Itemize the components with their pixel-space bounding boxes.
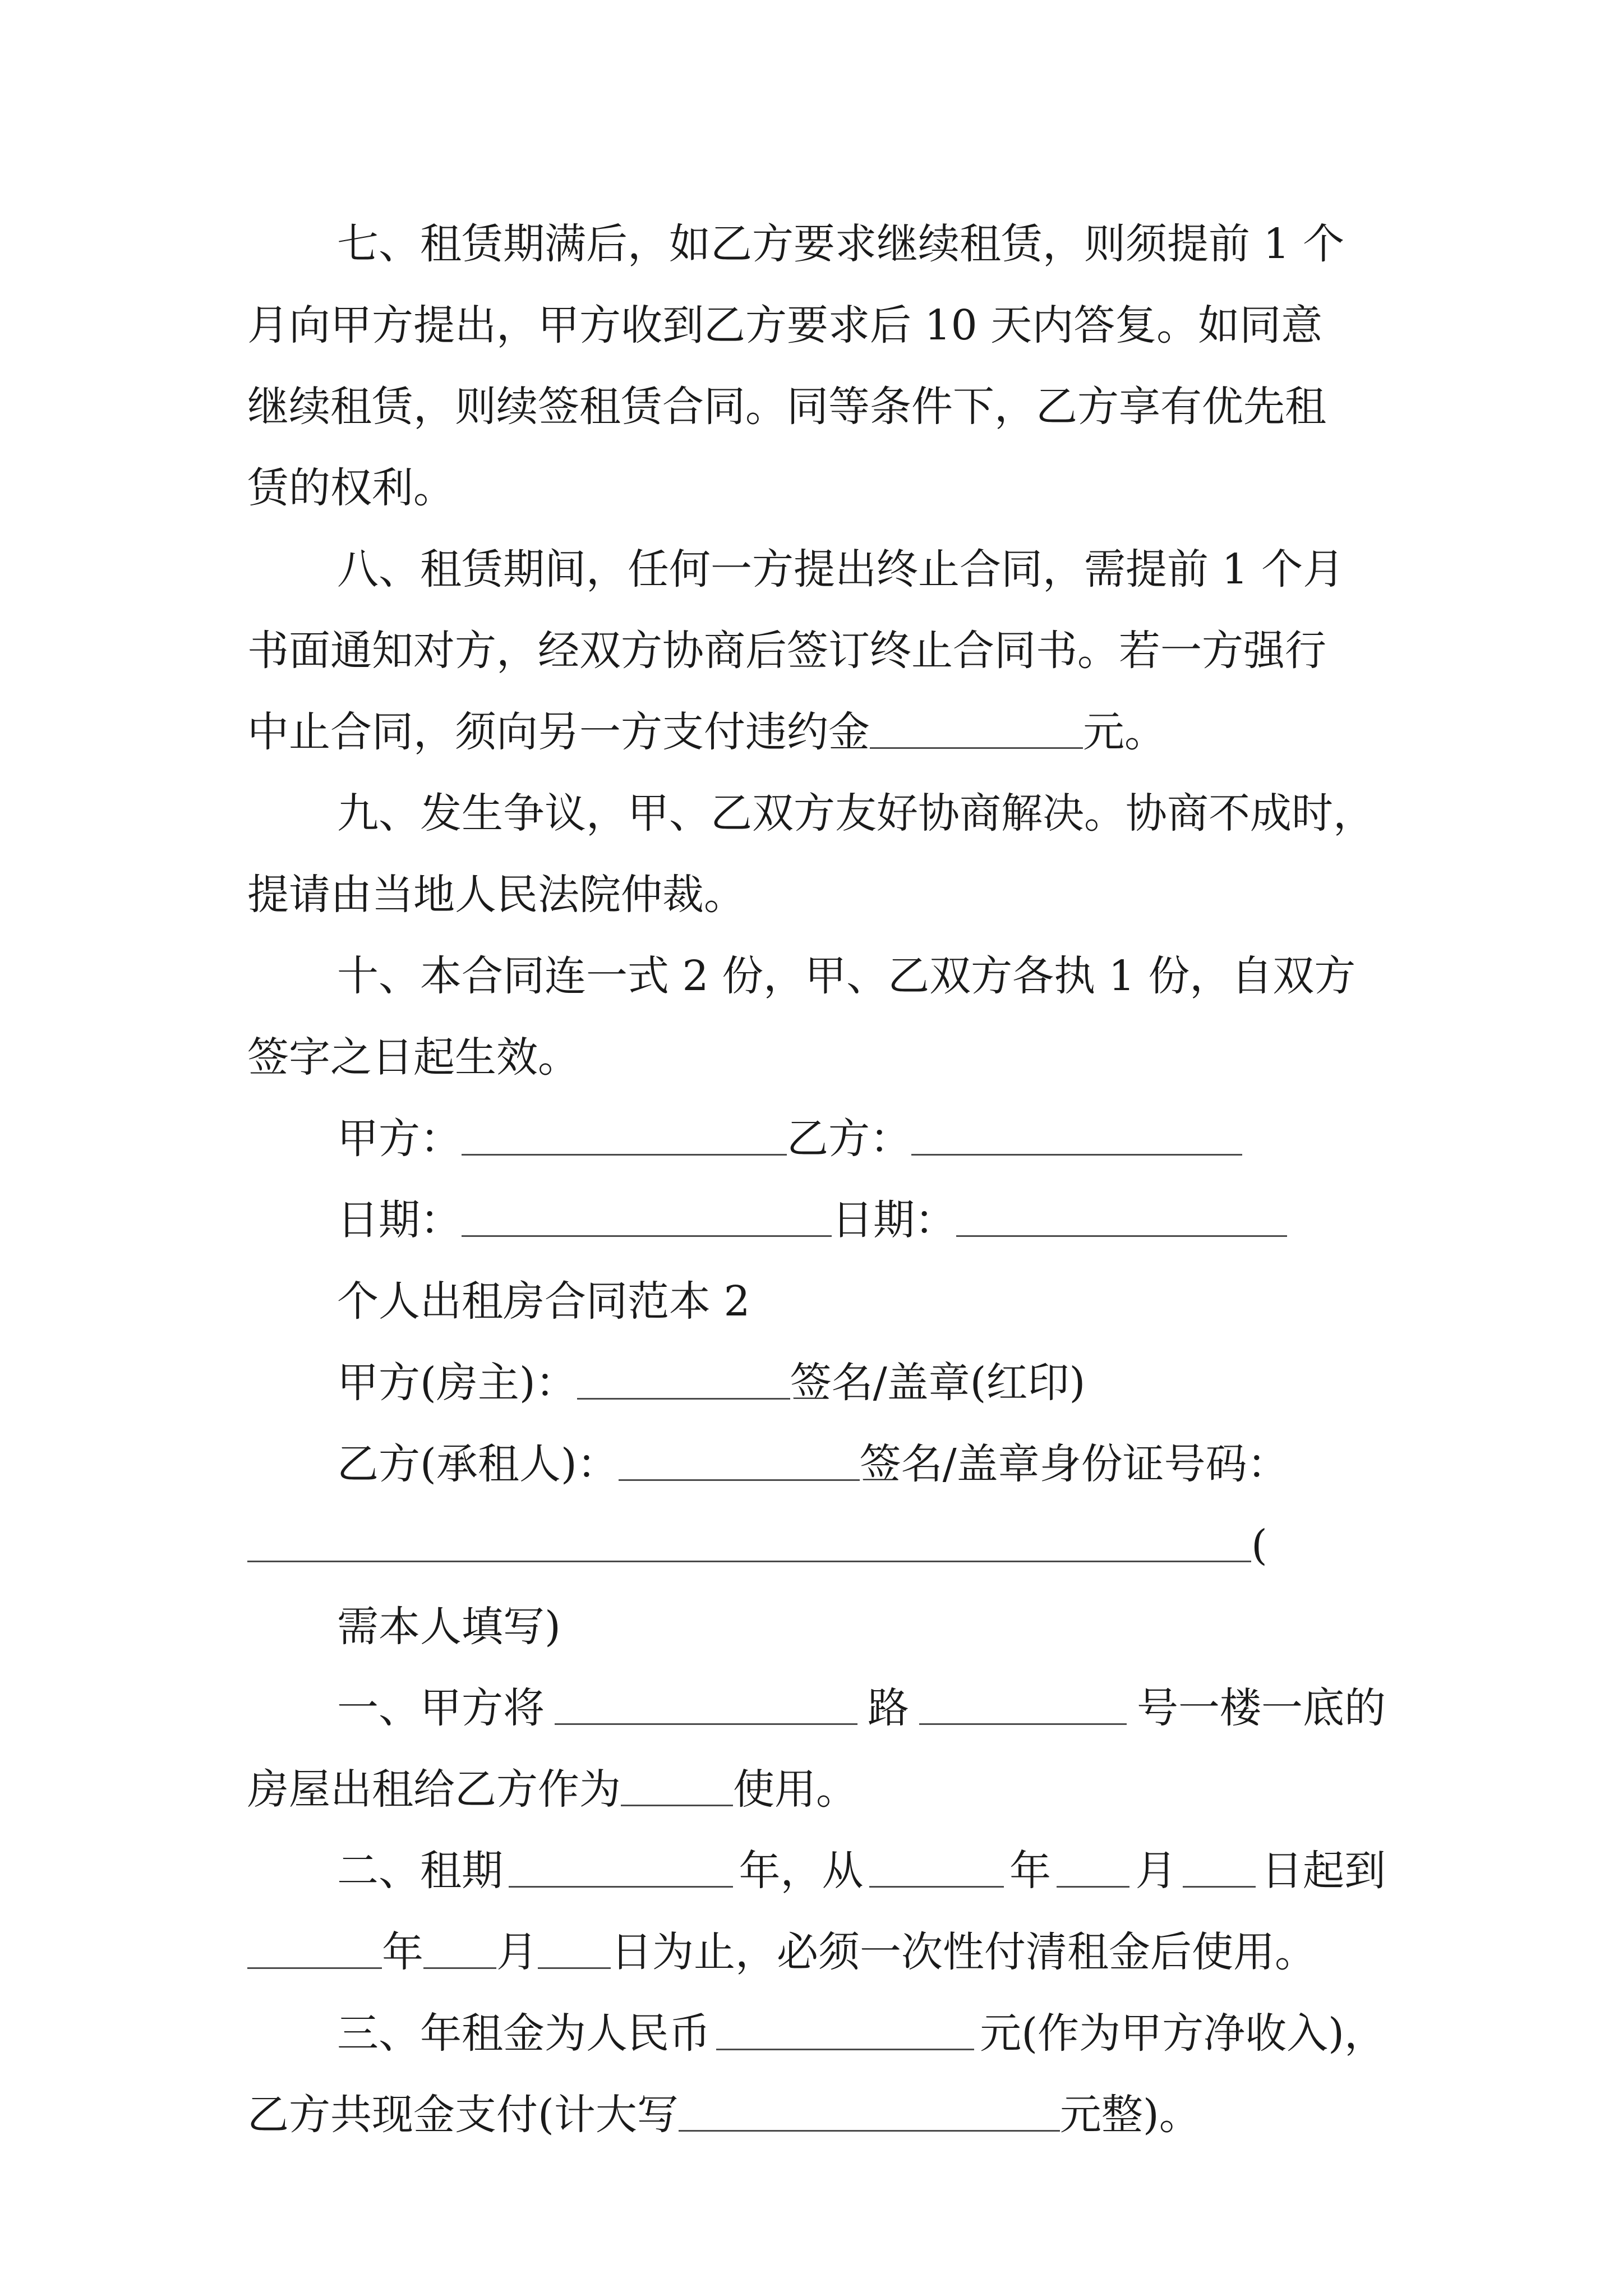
id-number-row <box>247 1517 1267 1573</box>
party-b-label: 乙方： <box>787 1115 911 1163</box>
c3-text-c: 乙方共现金支付(计大写 <box>247 2091 679 2139</box>
c2-text-a: 二、租期 <box>337 1847 503 1895</box>
date-a-label: 日期： <box>337 1196 462 1244</box>
sample2-clause-2-line-1 <box>337 1843 1386 1899</box>
start-month-blank[interactable] <box>1057 1855 1129 1888</box>
house-number-blank[interactable] <box>919 1692 1127 1725</box>
c2-text-g: 月 <box>496 1928 538 1976</box>
lease-years-blank[interactable] <box>509 1855 733 1888</box>
sample2-clause-3-line-1 <box>337 2005 1386 2062</box>
signature-row-parties <box>337 1111 1242 1167</box>
c3-text-a: 三、年租金为人民币 <box>337 2009 711 2058</box>
id-number-blank[interactable] <box>247 1529 1251 1562</box>
c1-text-b: 路 <box>868 1684 909 1732</box>
clause-9-line-2 <box>247 867 745 923</box>
c1-text-e: 使用。 <box>733 1765 857 1814</box>
id-note-row <box>337 1599 561 1655</box>
clause-8-text-3a: 中止合同，须向另一方支付违约金 <box>247 708 870 756</box>
clause-8-line-1 <box>337 541 1386 597</box>
clause-7-line-3 <box>247 379 1386 435</box>
clause-7-line-2 <box>247 297 1386 353</box>
c2-text-b: 年，从 <box>739 1847 864 1895</box>
clause-10-text-2: 签字之日起生效。 <box>247 1033 579 1082</box>
sample2-clause-2-line-2 <box>247 1924 1316 1980</box>
tenant-name-blank[interactable] <box>619 1448 860 1481</box>
clause-10-line-2 <box>247 1029 579 1085</box>
party-a-blank[interactable] <box>462 1122 787 1156</box>
party-b-blank[interactable] <box>911 1122 1242 1156</box>
landlord-label: 甲方(房主)： <box>337 1359 577 1407</box>
usage-blank[interactable] <box>621 1773 733 1806</box>
date-b-blank[interactable] <box>956 1204 1287 1237</box>
sample-2-title <box>337 1273 750 1329</box>
c1-text-d: 房屋出租给乙方作为 <box>247 1765 621 1814</box>
clause-7-text-4: 赁的权利。 <box>247 464 455 512</box>
sample2-clause-1-line-2 <box>247 1761 857 1818</box>
clause-7-line-1 <box>337 216 1386 272</box>
c3-text-d: 元整)。 <box>1059 2091 1201 2139</box>
clause-8-text-3b: 元。 <box>1083 708 1166 756</box>
end-year-blank[interactable] <box>247 1936 382 1969</box>
clause-7-text-3: 继续租赁，则续签租赁合同。同等条件下，乙方享有优先租 <box>247 383 1326 431</box>
clause-7-line-4 <box>247 460 455 516</box>
end-day-blank[interactable] <box>538 1936 611 1969</box>
road-name-blank[interactable] <box>555 1692 857 1725</box>
c2-text-c: 年 <box>1009 1847 1051 1895</box>
c2-text-e: 日起到 <box>1261 1847 1386 1895</box>
clause-9-text-1: 九、发生争议，甲、乙双方友好协商解决。协商不成时， <box>337 789 1375 838</box>
tenant-row <box>337 1436 1289 1492</box>
clause-8-line-3 <box>247 704 1166 760</box>
end-month-blank[interactable] <box>423 1936 496 1969</box>
party-a-label: 甲方： <box>337 1115 462 1163</box>
tenant-sign-text: 签名/盖章身份证号码： <box>859 1440 1289 1488</box>
clause-8-line-2 <box>247 623 1386 679</box>
c2-text-h: 日为止，必须一次性付清租金后使用。 <box>611 1928 1316 1976</box>
date-a-blank[interactable] <box>462 1204 832 1237</box>
clause-9-line-1 <box>337 785 1386 841</box>
penalty-amount-blank[interactable] <box>870 716 1083 749</box>
c3-text-b: 元(作为甲方净收入)， <box>980 2009 1386 2058</box>
start-year-blank[interactable] <box>869 1855 1004 1888</box>
c2-text-f: 年 <box>382 1928 423 1976</box>
clause-8-text-1: 八、租赁期间，任何一方提出终止合同，需提前 1 个月 <box>337 545 1345 593</box>
annual-rent-blank[interactable] <box>716 2017 974 2050</box>
sample2-clause-3-line-2 <box>247 2087 1201 2143</box>
clause-10-text-1: 十、本合同连一式 2 份，甲、乙双方各执 1 份，自双方 <box>337 952 1356 1000</box>
landlord-row <box>337 1355 1085 1411</box>
clause-9-text-2: 提请由当地人民法院仲裁。 <box>247 871 745 919</box>
start-day-blank[interactable] <box>1183 1855 1256 1888</box>
c1-text-a: 一、甲方将 <box>337 1684 545 1732</box>
sample2-clause-1-line-1 <box>337 1680 1386 1736</box>
rent-in-words-blank[interactable] <box>679 2099 1060 2132</box>
id-note-text: 需本人填写) <box>337 1603 561 1651</box>
signature-row-dates <box>337 1192 1287 1248</box>
tenant-label: 乙方(承租人)： <box>337 1440 619 1488</box>
c1-text-c: 号一楼一底的 <box>1137 1684 1386 1732</box>
date-b-label: 日期： <box>832 1196 956 1244</box>
id-open-paren: ( <box>1251 1521 1267 1570</box>
clause-8-text-2: 书面通知对方，经双方协商后签订终止合同书。若一方强行 <box>247 627 1326 675</box>
c2-text-d: 月 <box>1135 1847 1177 1895</box>
clause-10-line-1 <box>337 948 1386 1004</box>
landlord-sign-text: 签名/盖章(红印) <box>790 1359 1086 1407</box>
clause-7-text-2: 月向甲方提出，甲方收到乙方要求后 10 天内答复。如同意 <box>247 301 1323 349</box>
sample-2-title-text: 个人出租房合同范本 2 <box>337 1277 750 1326</box>
landlord-name-blank[interactable] <box>577 1366 790 1400</box>
clause-7-text-1: 七、租赁期满后，如乙方要求继续租赁，则须提前 1 个 <box>337 220 1345 268</box>
